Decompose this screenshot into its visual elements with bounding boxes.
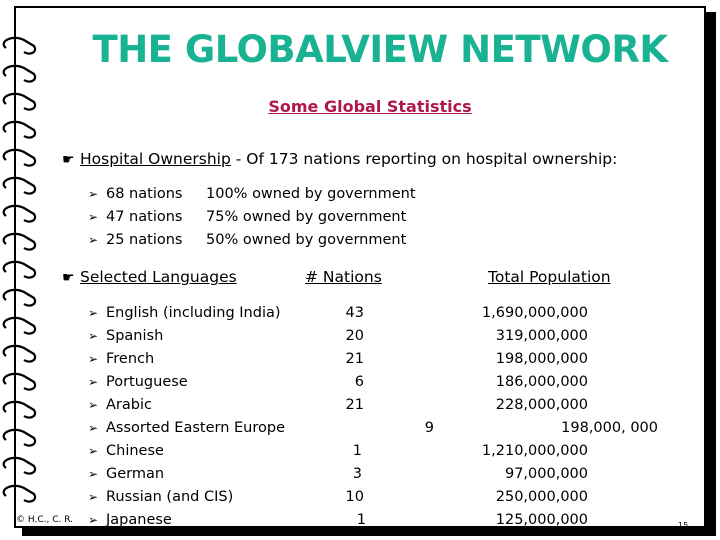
hospital-heading-rest: - Of 173 nations reporting on hospital ownership: [230, 150, 618, 168]
pointing-hand-icon: ☛ [62, 270, 75, 286]
language-population: 250,000,000 [495, 489, 588, 505]
language-name: Chinese [106, 443, 164, 459]
language-population: 198,000,000 [495, 351, 588, 367]
arrow-bullet-icon: ➢ [88, 375, 99, 389]
language-population: 125,000,000 [495, 512, 588, 528]
hospital-nations: 25 nations [106, 232, 183, 248]
language-name: Assorted Eastern Europe [106, 420, 285, 436]
table-row [88, 351, 154, 367]
language-name: Arabic [106, 397, 152, 413]
language-name: English (including India) [106, 305, 281, 321]
arrow-bullet-icon: ➢ [88, 444, 99, 458]
language-population: 228,000,000 [495, 397, 588, 413]
language-nations: 43 [345, 305, 364, 321]
language-name: French [106, 351, 155, 367]
language-name: Spanish [106, 328, 164, 344]
language-nations: 6 [354, 374, 364, 390]
hospital-nations: 47 nations [106, 209, 183, 225]
list-item [88, 209, 406, 225]
language-nations: 21 [345, 397, 364, 413]
arrow-bullet-icon: ➢ [88, 352, 99, 366]
arrow-bullet-icon: ➢ [88, 210, 99, 224]
slide-subtitle: Some Global Statistics [268, 97, 472, 116]
table-row [88, 374, 188, 390]
language-population: 186,000,000 [495, 374, 588, 390]
language-nations: 3 [352, 466, 362, 482]
table-row [88, 512, 172, 528]
table-row [88, 443, 164, 459]
languages-heading: Selected Languages [80, 268, 237, 286]
language-population: 97,000,000 [504, 466, 588, 482]
page-number: 15 [678, 521, 689, 530]
hospital-nations: 68 nations [106, 186, 183, 202]
language-nations: 21 [345, 351, 364, 367]
pointing-hand-icon: ☛ [62, 152, 75, 168]
hospital-share: 100% owned by government [206, 186, 416, 202]
language-population: 319,000,000 [495, 328, 588, 344]
table-row [88, 489, 233, 505]
hospital-share: 50% owned by government [206, 232, 407, 248]
language-name: Portuguese [106, 374, 188, 390]
arrow-bullet-icon: ➢ [88, 513, 99, 527]
column-header-population: Total Population [488, 268, 611, 286]
hospital-share: 75% owned by government [206, 209, 407, 225]
table-row [88, 420, 285, 436]
language-nations: 9 [424, 420, 434, 436]
arrow-bullet-icon: ➢ [88, 233, 99, 247]
arrow-bullet-icon: ➢ [88, 187, 99, 201]
table-row [88, 328, 163, 344]
table-row [88, 466, 164, 482]
language-population: 198,000, 000 [561, 420, 658, 436]
table-row [88, 397, 152, 413]
arrow-bullet-icon: ➢ [88, 421, 99, 435]
list-item [88, 232, 406, 248]
language-name: German [106, 466, 165, 482]
hospital-heading: Hospital Ownership [80, 150, 231, 168]
language-population: 1,210,000,000 [481, 443, 588, 459]
arrow-bullet-icon: ➢ [88, 467, 99, 481]
arrow-bullet-icon: ➢ [88, 398, 99, 412]
hospital-bullet [62, 150, 617, 168]
languages-bullet [62, 268, 270, 286]
language-nations: 20 [345, 328, 364, 344]
slide-title: THE GLOBALVIEW NETWORK [92, 28, 668, 71]
list-item [88, 186, 416, 202]
language-nations: 1 [352, 443, 362, 459]
language-name: Japanese [106, 512, 172, 528]
spiral-binding-icon [0, 0, 50, 520]
language-population: 1,690,000,000 [481, 305, 588, 321]
arrow-bullet-icon: ➢ [88, 329, 99, 343]
language-nations: 1 [356, 512, 366, 528]
table-row [88, 305, 281, 321]
copyright-note: © H.C., C. R. [16, 515, 73, 525]
arrow-bullet-icon: ➢ [88, 306, 99, 320]
language-nations: 10 [345, 489, 364, 505]
language-name: Russian (and CIS) [106, 489, 234, 505]
arrow-bullet-icon: ➢ [88, 490, 99, 504]
column-header-nations: # Nations [305, 268, 382, 286]
